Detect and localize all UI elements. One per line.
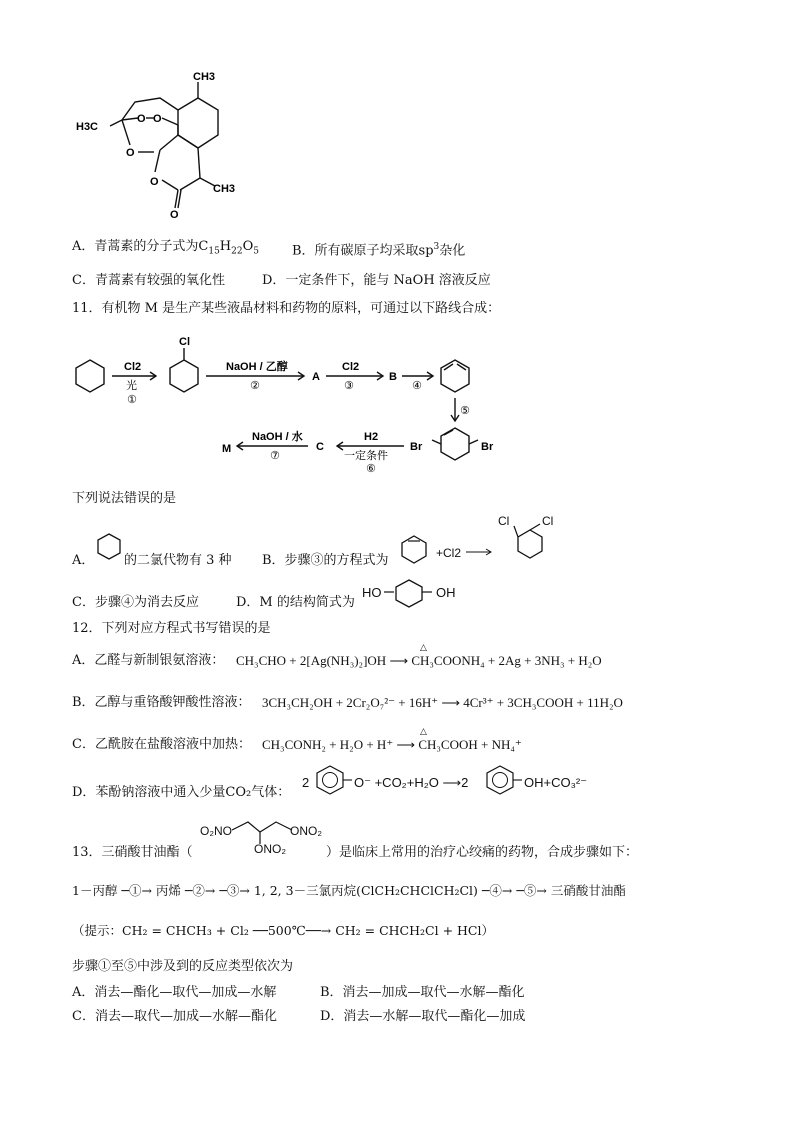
q10-option-a: A．青蒿素的分子式为$C_{15}H_{22}O_5$ [72, 239, 259, 257]
q11-option-a-pre: A． [72, 553, 95, 568]
compound-a: A [312, 371, 320, 383]
r7-num: ⑦ [270, 450, 280, 462]
ch3-right: CH3 [213, 183, 236, 195]
q13-stem-post: ）是临床上常用的治疗心绞痛的药物，合成步骤如下： [326, 845, 639, 860]
h3c-label: H3C [76, 121, 99, 133]
q12-option-d-coef: 2 [302, 775, 310, 790]
nitroglycerin-structure [200, 814, 340, 864]
r1-bot: 光 [126, 380, 137, 392]
q11-option-d-oh: OH [436, 585, 456, 600]
q12-option-d-label: D．苯酚钠溶液中通入少量CO₂气体： [72, 785, 291, 800]
q12-option-c-label: C．乙酰胺在盐酸溶液中加热： [72, 737, 251, 752]
q13-option-a: A．消去—酯化—取代—加成—水解 [72, 985, 277, 1000]
r2-num: ② [250, 380, 260, 392]
q13-route: 1－丙醇 ─①→ 丙烯 ─②→ ─③→ 1, 2, 3－三氯丙烷(ClCH₂CHClCH₂Cl) ─④→ ─⑤→ 三硝酸甘油酯 [72, 883, 626, 898]
r3-num: ③ [344, 380, 354, 392]
o-label-1: O [137, 113, 146, 125]
q13-hint: （提示：CH₂ = CHCH₃ + Cl₂ ──500℃──→ CH₂ = CHCH₂Cl + HCl） [72, 923, 494, 938]
br-right: Br [481, 441, 494, 453]
cyclohexanediol-ring [384, 578, 444, 618]
q11-stem: 11．有机物 M 是生产某些液晶材料和药物的原料，可通过以下路线合成： [72, 301, 501, 316]
br-left: Br [410, 441, 423, 453]
r4-num: ④ [412, 380, 422, 392]
r5-num: ⑤ [460, 405, 470, 417]
r6-num: ⑥ [366, 463, 376, 475]
q11-option-b-plus: +Cl2 [436, 546, 462, 560]
q11-option-b-cl2: Cl [542, 514, 554, 528]
o-label-3: O [126, 147, 135, 159]
compound-c: C [316, 441, 324, 453]
ono2-left: O₂NO [200, 824, 232, 838]
q12-option-b-label: B．乙醇与重铬酸钾酸性溶液： [72, 695, 251, 710]
r1-top: Cl2 [124, 361, 142, 373]
o-label-5: O [170, 209, 179, 221]
q12-option-b-eq: 3CH₃CH₂OH + 2Cr₂O₇²⁻ + 16H⁺ ⟶ 4Cr³⁺ + 3CH₃COOH + 11H₂O [262, 695, 623, 710]
q11-option-a-post: 的二氯代物有 3 种 [124, 553, 232, 568]
q11-option-d-ho: HO [362, 585, 382, 600]
benzene-ring-2 [484, 764, 524, 798]
o-label-4: O [150, 176, 159, 188]
r6-top: H2 [364, 431, 379, 443]
q12-option-c-eq: CH₃CONH₂ + H₂O + H⁺ ⟶ CH₃COOH + NH₄⁺ [262, 737, 522, 752]
q12-option-d-mid: O⁻ +CO₂+H₂O ⟶2 [354, 775, 469, 790]
q13-option-c: C．消去—取代—加成—水解—酯化 [72, 1009, 277, 1024]
q12-stem: 12．下列对应方程式书写错误的是 [72, 621, 271, 636]
q10-option-c: C．青蒿素有较强的氧化性 [72, 273, 225, 288]
compound-b: B [389, 371, 397, 383]
cl-label: Cl [179, 336, 190, 348]
q13-option-b: B．消去—加成—取代—水解—酯化 [320, 985, 525, 1000]
q13-prompt: 步骤①至⑤中涉及到的反应类型依次为 [72, 959, 294, 974]
cyclohexene-icon [400, 534, 440, 574]
ch3-top: CH3 [193, 71, 216, 83]
q12-option-c-cond: △ [420, 727, 427, 737]
ono2-bottom: ONO₂ [254, 842, 286, 856]
o-label-2: O [153, 113, 162, 125]
r6-bot: 一定条件 [344, 450, 388, 462]
r1-num: ① [127, 394, 137, 406]
q13-option-d: D．消去—水解—取代—酯化—加成 [320, 1009, 526, 1024]
benzene-ring-1 [314, 764, 354, 798]
q11-option-c: C．步骤④为消去反应 [72, 595, 199, 610]
compound-m: M [222, 443, 232, 455]
q11-prompt: 下列说法错误的是 [72, 491, 177, 506]
q11-option-b-cl1: Cl [498, 514, 510, 528]
q11-option-b-arrow [466, 542, 506, 562]
q12-option-a-label: A．乙醛与新制银氨溶液： [72, 653, 225, 668]
q12-option-a-cond: △ [420, 643, 427, 653]
r3-top: Cl2 [342, 361, 360, 373]
r2-top: NaOH / 乙醇 [226, 361, 288, 373]
q10-option-b: B．所有碳原子均采取$sp^3$杂化 [292, 242, 466, 259]
q12-option-d-end: OH+CO₃²⁻ [524, 775, 588, 790]
q13-stem-pre: 13．三硝酸甘油酯（ [72, 845, 193, 860]
r7-top: NaOH / 水 [252, 431, 303, 443]
q11-option-b-pre: B．步骤③的方程式为 [262, 553, 389, 568]
dichlorocyclohexane-icon [510, 512, 570, 572]
q11-option-d-pre: D．M 的结构简式为 [236, 595, 355, 610]
q12-option-a-eq: CH₃CHO + 2[Ag(NH₃)₂]OH ⟶ CH₃COONH₄ + 2Ag + 3NH₃ + H₂O [236, 653, 602, 668]
ono2-right: ONO₂ [290, 824, 322, 838]
q10-option-d: D．一定条件下，能与 NaOH 溶液反应 [262, 273, 491, 288]
